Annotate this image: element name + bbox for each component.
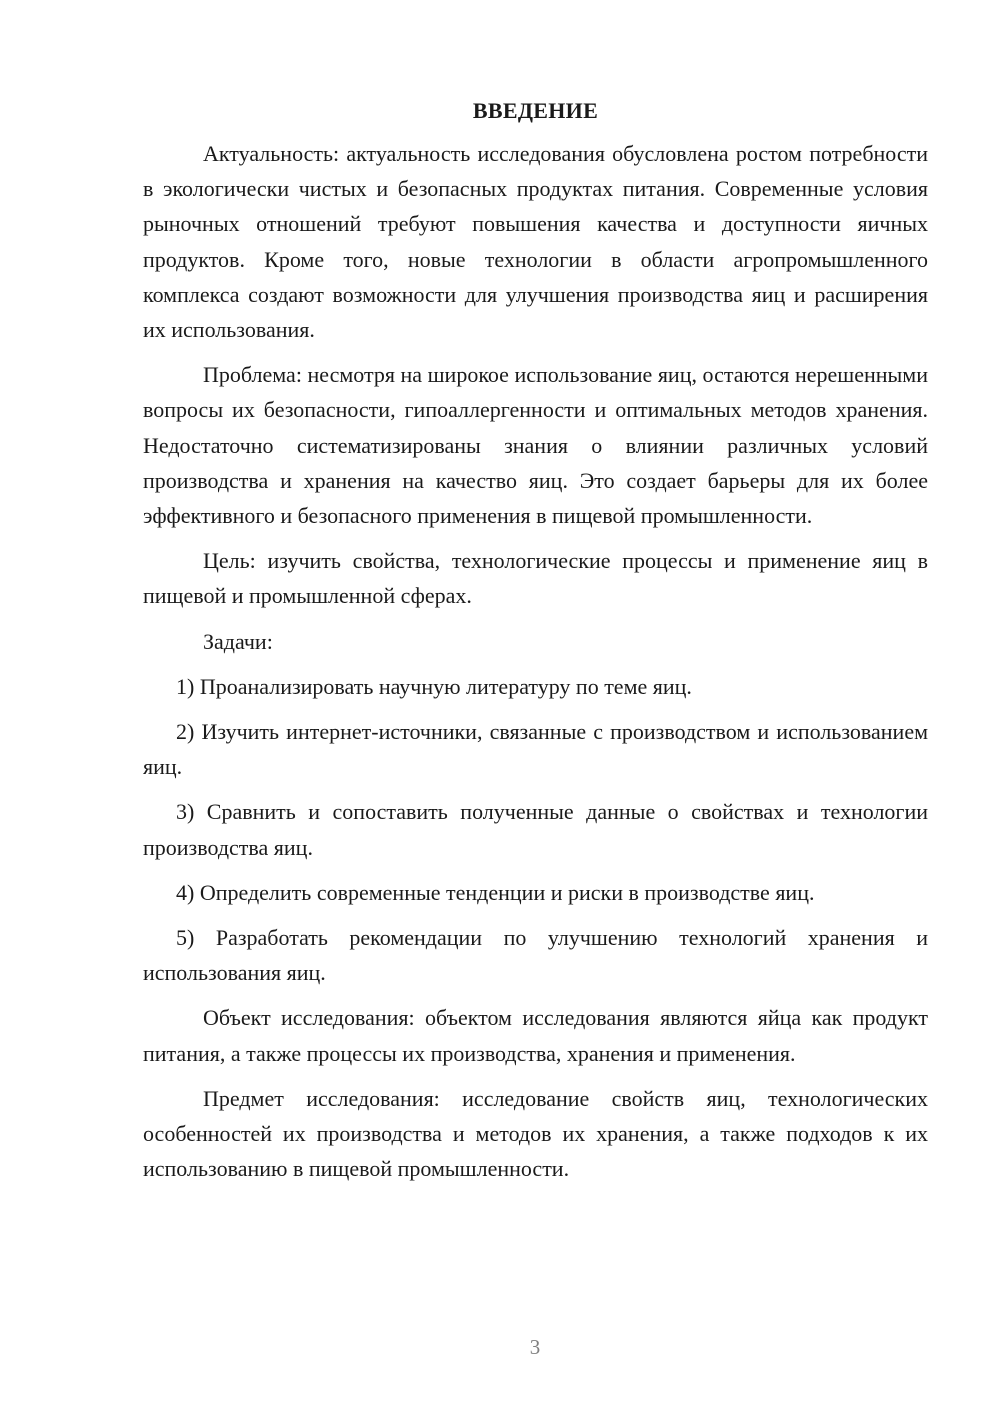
task-item: 3) Сравнить и сопоставить полученные данные о свойствах и технологии производства яиц. xyxy=(143,799,928,860)
problem-paragraph: Проблема: несмотря на широкое использование яиц, остаются нерешенными вопросы их безопасности, гипоаллергенности и оптимальных методов хранения. Недостаточно систематизированы знания о влиянии различных условий производства и хранения на качество яиц. Это создает барьеры для их более эффективного и безопасного применения в пищевой промышленности. xyxy=(143,362,928,529)
section-title: ВВЕДЕНИЕ xyxy=(472,98,599,123)
research-object-paragraph: Объект исследования: объектом исследования являются яйца как продукт питания, а также процессы их производства, хранения и применения. xyxy=(143,1005,928,1066)
task-item: 2) Изучить интернет-источники, связанные с производством и использованием яиц. xyxy=(143,719,928,780)
page-number: 3 xyxy=(529,1335,541,1359)
tasks-heading: Задачи: xyxy=(203,628,273,654)
relevance-paragraph: Актуальность: актуальность исследования обусловлена ростом потребности в экологически чистых и безопасных продуктах питания. Современные условия рыночных отношений требуют повышения качества и доступности яичных продуктов. Кроме того, новые технологии в области агропромышленного комплекса создают возможности для улучшения производства яиц и расширения их использования. xyxy=(143,141,928,343)
task-item: 5) Разработать рекомендации по улучшению технологий хранения и использования яиц. xyxy=(143,925,928,986)
goal-paragraph: Цель: изучить свойства, технологические процессы и применение яиц в пищевой и промышленной сферах. xyxy=(143,548,928,609)
research-subject-paragraph: Предмет исследования: исследование свойств яиц, технологических особенностей их производства и методов их хранения, а также подходов к их использованию в пищевой промышленности. xyxy=(143,1085,928,1182)
document-body xyxy=(143,96,928,1196)
task-item: 1) Проанализировать научную литературу по теме яиц. xyxy=(176,673,692,699)
task-item: 4) Определить современные тенденции и риски в производстве яиц. xyxy=(176,879,815,905)
